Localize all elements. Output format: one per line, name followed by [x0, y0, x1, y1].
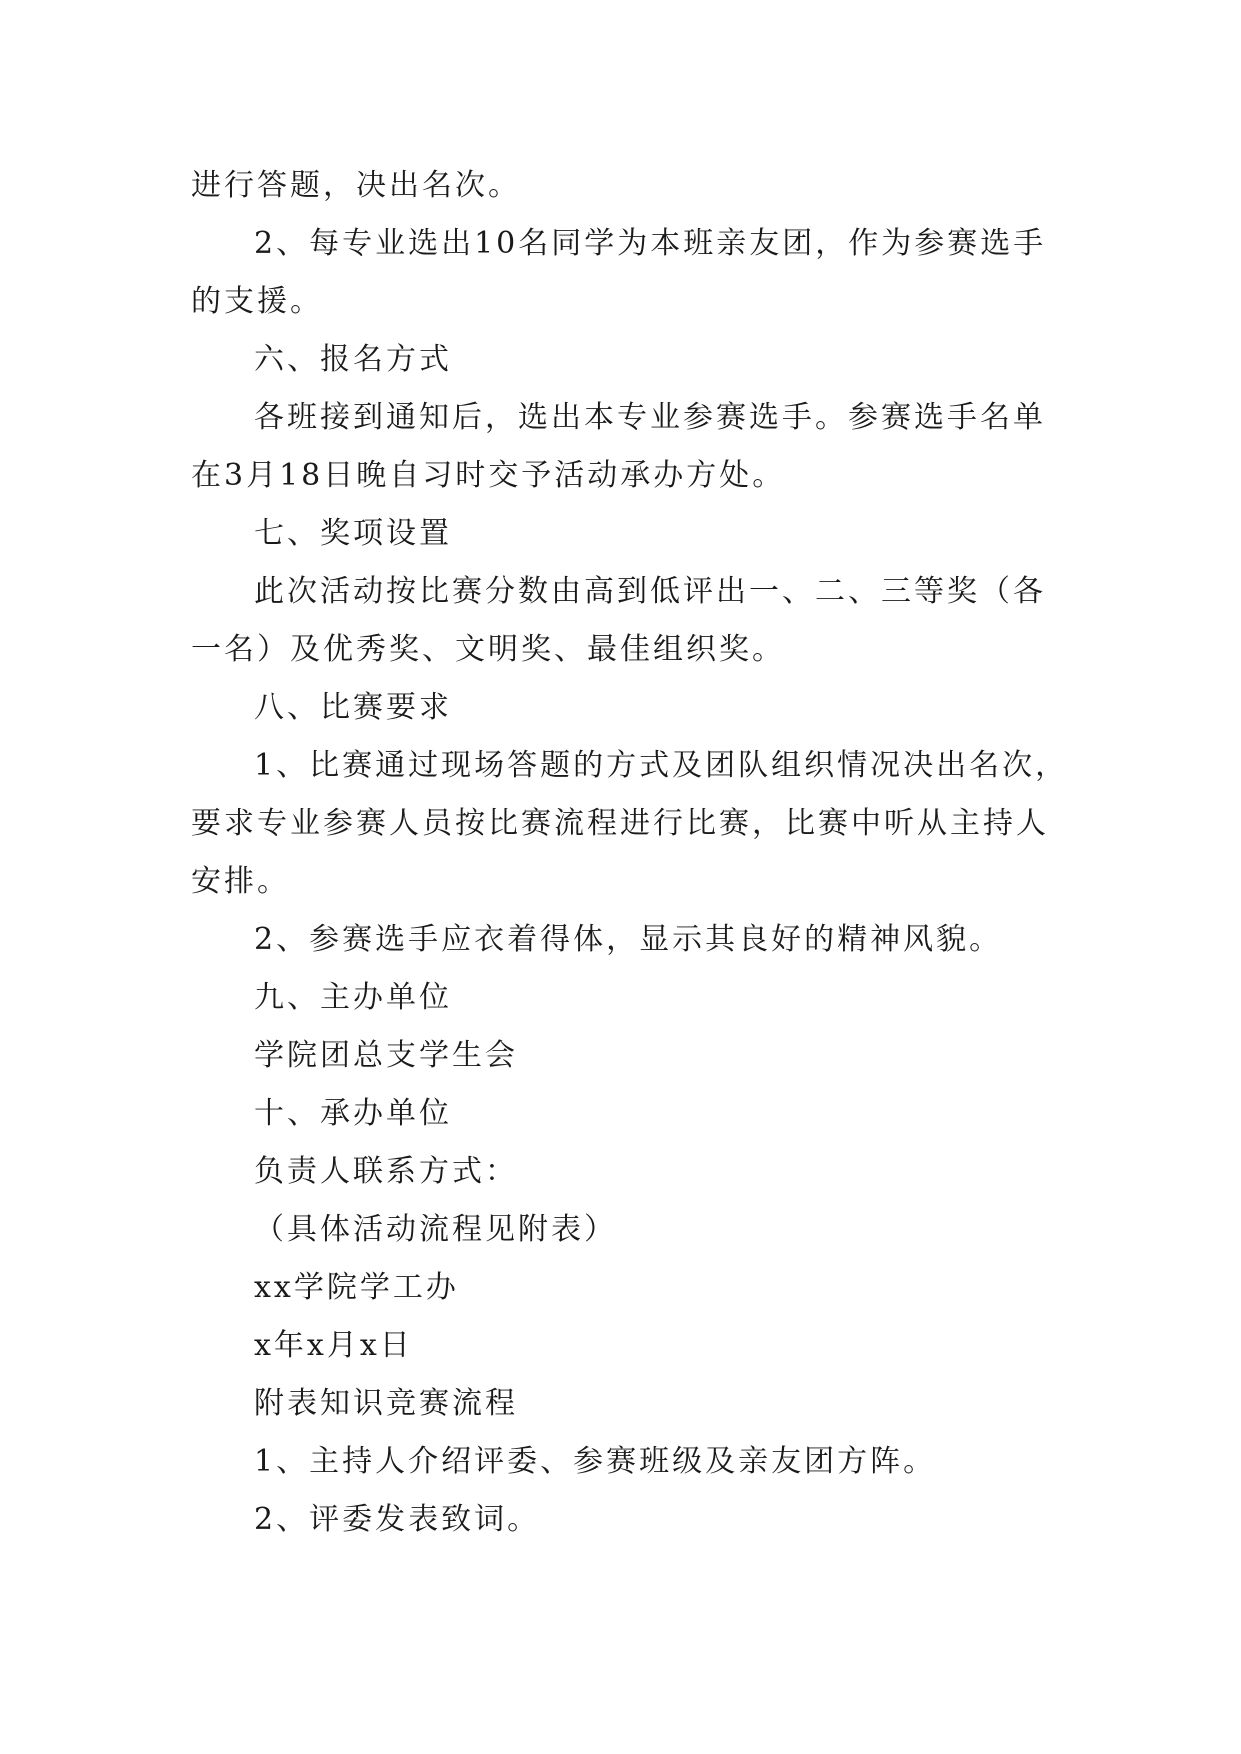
text-line: 负责人联系方式： — [254, 1154, 518, 1189]
text-line: 的支援。 — [191, 284, 323, 319]
text-line: 2、每专业选出10名同学为本班亲友团，作为参赛选手 — [254, 226, 1047, 261]
text-line: 1、比赛通过现场答题的方式及团队组织情况决出名次， — [254, 748, 1069, 783]
section-heading: 八、比赛要求 — [254, 690, 452, 725]
section-heading: 七、奖项设置 — [254, 516, 452, 551]
text-line: （具体活动流程见附表） — [254, 1212, 617, 1247]
text-line: 在3月18日晚自习时交予活动承办方处。 — [191, 458, 786, 493]
text-line: xx学院学工办 — [254, 1270, 459, 1305]
section-heading: 九、主办单位 — [254, 980, 452, 1015]
text-line: 学院团总支学生会 — [254, 1038, 518, 1073]
text-line: 2、参赛选手应衣着得体，显示其良好的精神风貌。 — [254, 922, 1003, 957]
text-line: 各班接到通知后，选出本专业参赛选手。参赛选手名单 — [254, 400, 1046, 435]
text-line: 2、评委发表致词。 — [254, 1502, 541, 1537]
text-line: 附表知识竞赛流程 — [254, 1386, 518, 1421]
text-line: 进行答题，决出名次。 — [191, 168, 521, 203]
section-heading: 六、报名方式 — [254, 342, 452, 377]
text-line: 此次活动按比赛分数由高到低评出一、二、三等奖（各 — [254, 574, 1046, 609]
text-line: 1、主持人介绍评委、参赛班级及亲友团方阵。 — [254, 1444, 937, 1479]
text-line: 要求专业参赛人员按比赛流程进行比赛，比赛中听从主持人 — [191, 806, 1049, 841]
date-line: x年x月x日 — [254, 1328, 413, 1363]
section-heading: 十、承办单位 — [254, 1096, 452, 1131]
text-line: 一名）及优秀奖、文明奖、最佳组织奖。 — [191, 632, 785, 667]
text-line: 安排。 — [191, 864, 290, 899]
